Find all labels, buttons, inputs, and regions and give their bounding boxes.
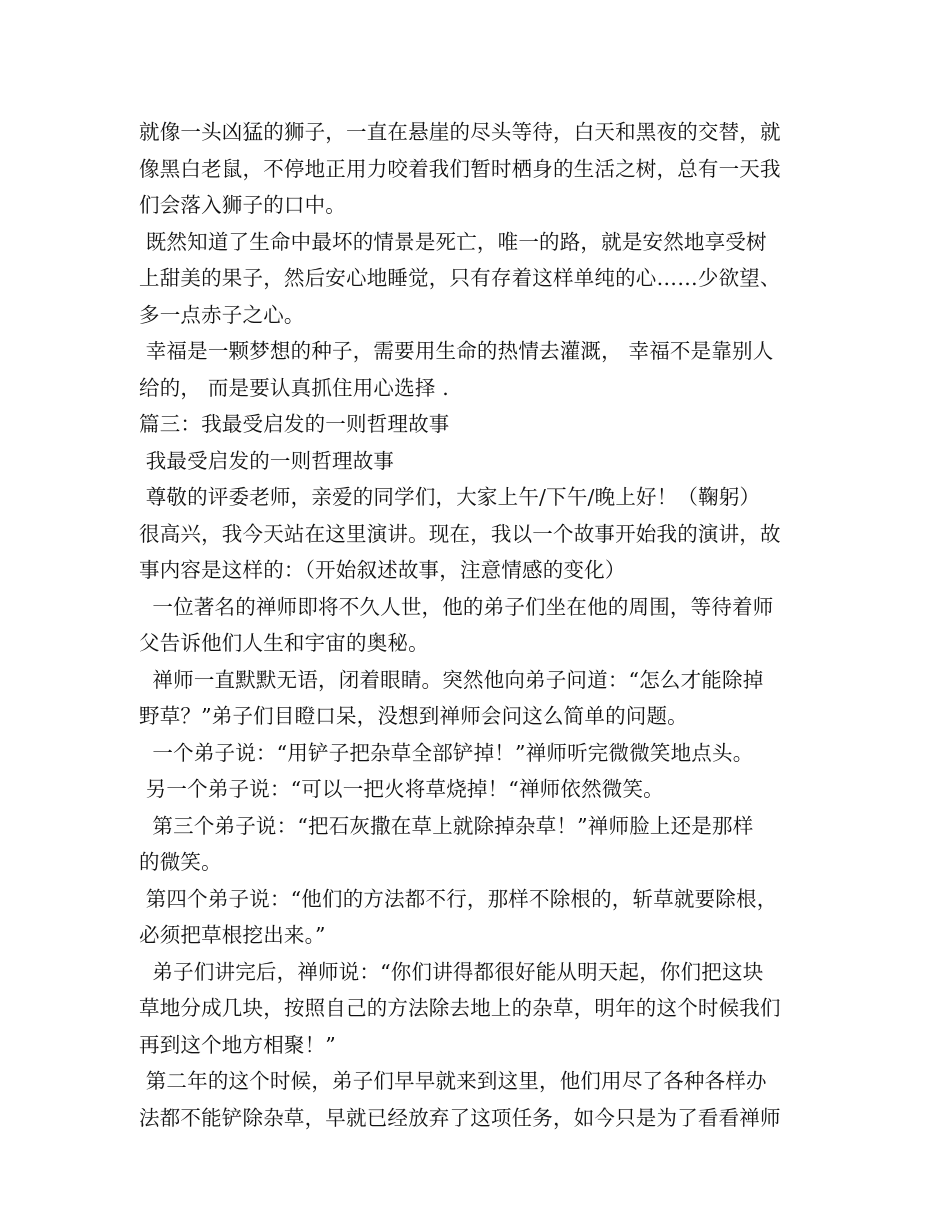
text-line: 弟子们讲完后，禅师说：“你们讲得都很好能从明天起，你们把这块: [139, 959, 764, 984]
text-line: 父告诉他们人生和宇宙的奥秘。: [139, 631, 429, 655]
text-line: 必须把草根挖出来。”: [139, 923, 326, 947]
text-line: 上甜美的果子，然后安心地睡觉，只有存着这样单纯的心……少欲望、: [139, 266, 781, 290]
text-line: 像黑白老鼠，不停地正用力咬着我们暂时栖身的生活之树，总有一天我: [139, 156, 781, 181]
text-line: 再到这个地方相聚！”: [139, 1032, 336, 1057]
text-line: 草地分成几块，按照自己的方法除去地上的杂草，明年的这个时候我们: [139, 996, 781, 1020]
story-title: 我最受启发的一则哲理故事: [139, 448, 395, 473]
text-line: 第三个弟子说：“把石灰撒在草上就除掉杂草！”禅师脸上还是那样: [139, 813, 754, 838]
text-line: 法都不能铲除杂草，早就已经放弃了这项任务，如今只是为了看看禅师: [139, 1105, 781, 1130]
text-line: 多一点赤子之心。: [139, 302, 305, 327]
text-line: 一个弟子说：“用铲子把杂草全部铲掉！”禅师听完微微笑地点头。: [139, 740, 754, 765]
text-line: 幸福是一颗梦想的种子，需要用生命的热情去灌溉， 幸福不是靠别人: [139, 339, 774, 363]
text-line: 事内容是这样的：（开始叙述故事，注意情感的变化）: [139, 558, 626, 582]
section-heading: 篇三：我最受启发的一则哲理故事: [139, 412, 450, 436]
text-line: 既然知道了生命中最坏的情景是死亡，唯一的路，就是安然地享受树: [139, 229, 767, 254]
text-line: 们会落入狮子的口中。: [139, 193, 346, 217]
text-line: 的微笑。: [139, 850, 222, 874]
text-line: 一位著名的禅师即将不久人世，他的弟子们坐在他的周围，等待着师: [139, 594, 774, 619]
text-line: 野草？”弟子们目瞪口呆，没想到禅师会问这么简单的问题。: [139, 704, 688, 728]
text-line: 另一个弟子说：“可以一把火将草烧掉！“禅师依然微笑。: [139, 777, 664, 801]
text-line: 就像一头凶猛的狮子，一直在悬崖的尽头等待，白天和黑夜的交替，就: [139, 120, 781, 144]
text-line: 给的， 而是要认真抓住用心选择 .: [139, 375, 449, 400]
text-line: 第二年的这个时候，弟子们早早就来到这里，他们用尽了各种各样办: [139, 1069, 767, 1093]
text-line: 很高兴，我今天站在这里演讲。现在，我以一个故事开始我的演讲，故: [139, 521, 781, 546]
text-line: 尊敬的评委老师，亲爱的同学们，大家上午/下午/晚上好！（鞠躬）: [139, 485, 761, 509]
text-line: 第四个弟子说：“他们的方法都不行，那样不除根的，斩草就要除根，: [139, 886, 778, 911]
text-line: 禅师一直默默无语，闭着眼睛。突然他向弟子问道：“怎么才能除掉: [139, 667, 764, 692]
document-body: [139, 114, 829, 1136]
